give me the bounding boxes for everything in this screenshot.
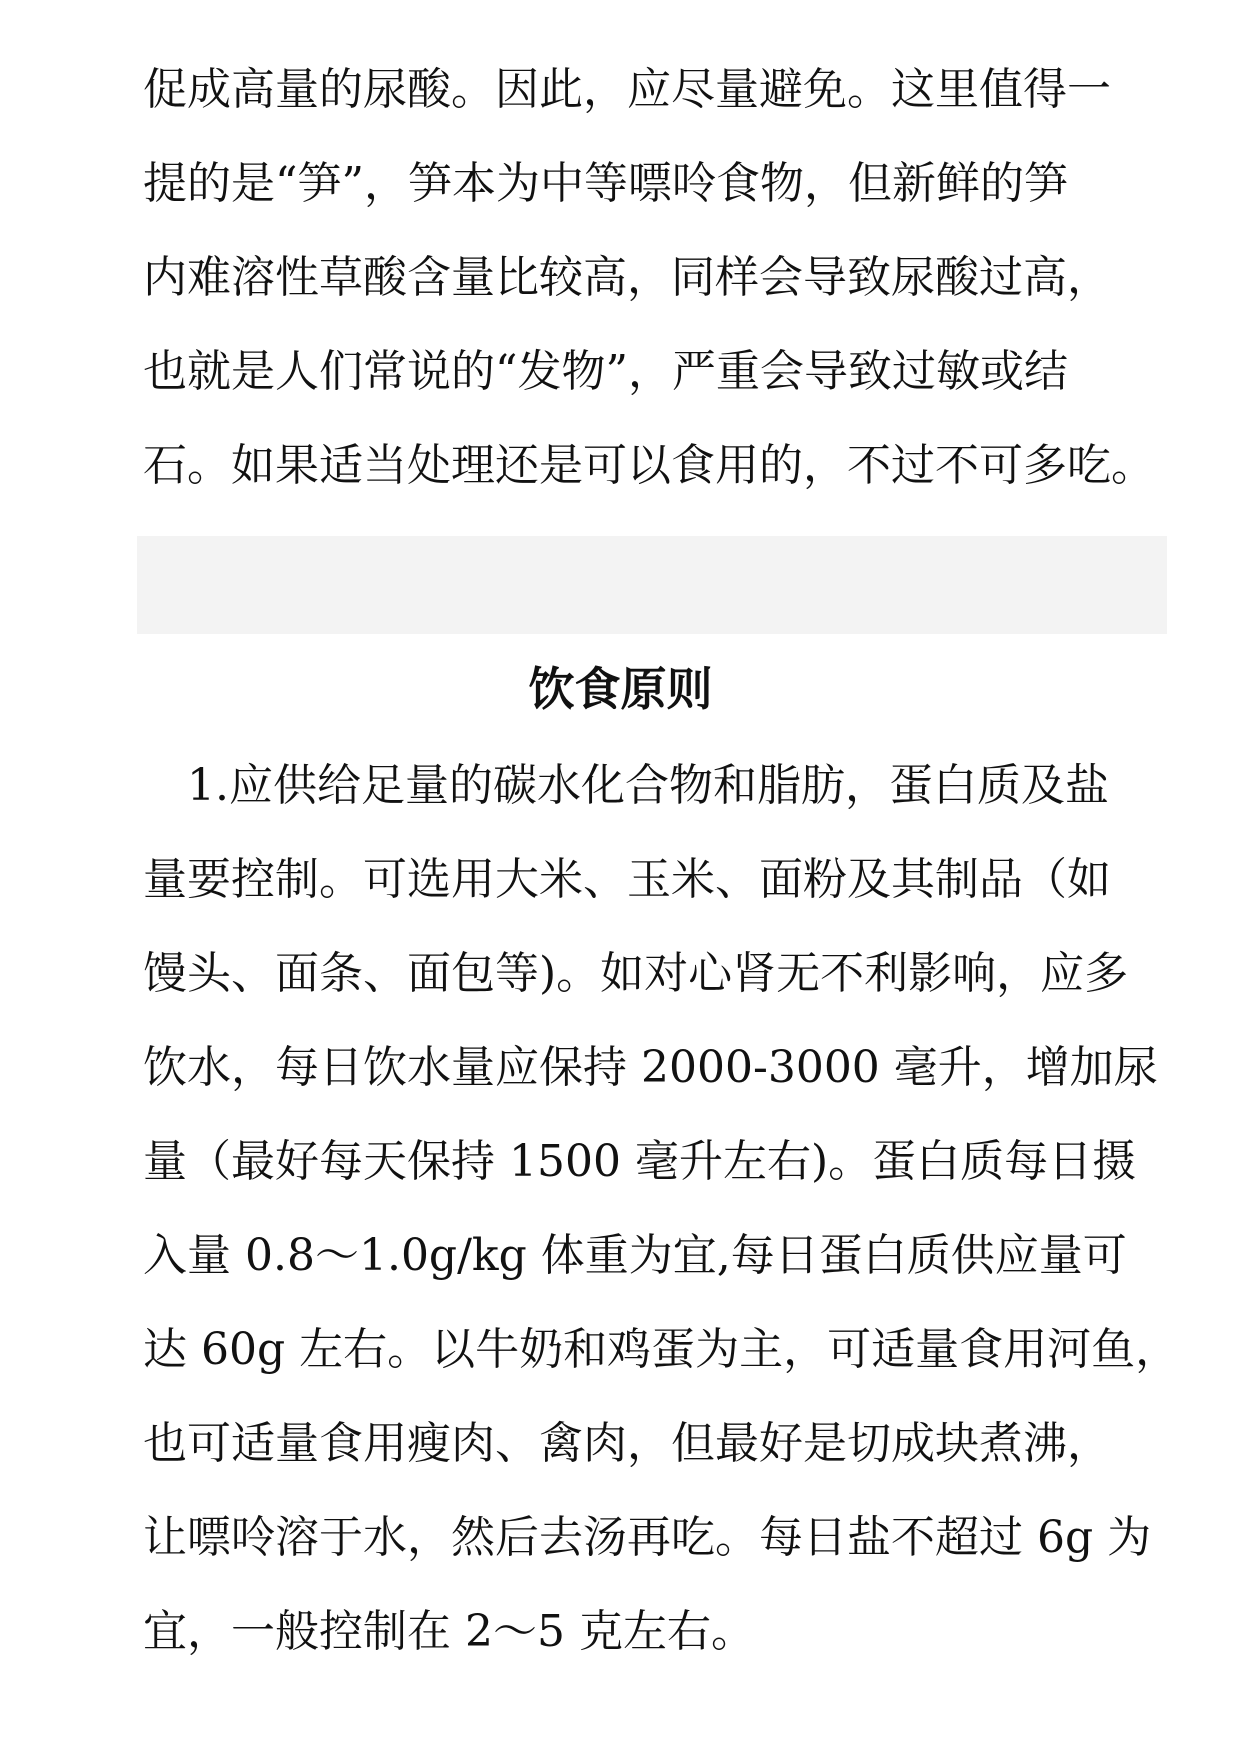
text-line: 内难溶性草酸含量比较高，同样会导致尿酸过高， — [143, 252, 1111, 303]
text-line: 也就是人们常说的“发物”，严重会导致过敏或结 — [143, 346, 1068, 397]
text-line: 提的是“笋”，笋本为中等嘌呤食物，但新鲜的笋 — [143, 158, 1068, 209]
text-line: 入量 0.8～1.0g/kg 体重为宜,每日蛋白质供应量可 — [143, 1230, 1127, 1281]
text-line: 也可适量食用瘦肉、禽肉，但最好是切成块煮沸， — [143, 1418, 1111, 1469]
text-line: 量（最好每天保持 1500 毫升左右)。蛋白质每日摄 — [143, 1136, 1137, 1187]
text-line: 促成高量的尿酸。因此，应尽量避免。这里值得一 — [143, 64, 1111, 115]
section-divider-band — [137, 536, 1167, 634]
text-line: 宜，一般控制在 2～5 克左右。 — [143, 1606, 755, 1657]
text-line: 让嘌呤溶于水，然后去汤再吃。每日盐不超过 6g 为 — [143, 1512, 1152, 1563]
text-line: 1.应供给足量的碳水化合物和脂肪，蛋白质及盐 — [143, 760, 1109, 811]
text-line: 石。如果适当处理还是可以食用的，不过不可多吃。 — [143, 440, 1155, 491]
text-line: 达 60g 左右。以牛奶和鸡蛋为主，可适量食用河鱼， — [143, 1324, 1180, 1375]
text-line: 饮水，每日饮水量应保持 2000-3000 毫升，增加尿 — [143, 1042, 1158, 1093]
text-line: 馒头、面条、面包等)。如对心肾无不利影响，应多 — [143, 948, 1129, 999]
text-line: 量要控制。可选用大米、玉米、面粉及其制品（如 — [143, 854, 1111, 905]
section-heading: 饮食原则 — [528, 662, 713, 716]
